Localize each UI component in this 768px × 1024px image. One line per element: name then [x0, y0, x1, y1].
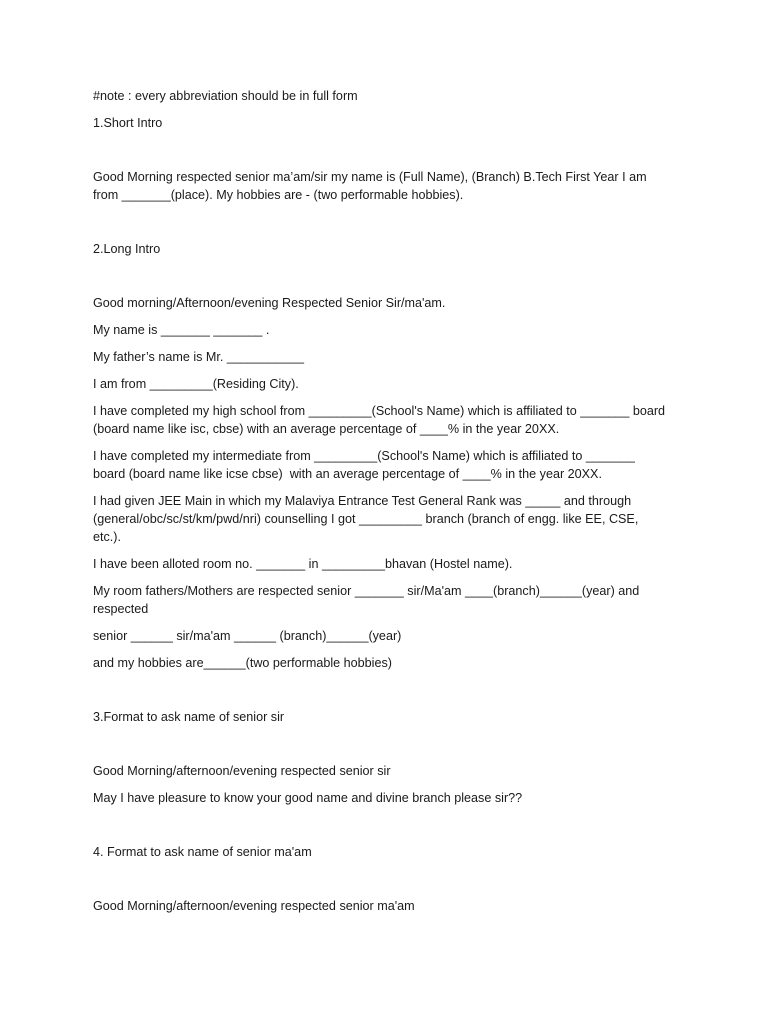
section3-question: May I have pleasure to know your good name and divine branch please sir?? — [93, 791, 523, 805]
section2-senior-line: senior ______ sir/ma'am ______ (branch)______(year) — [93, 629, 402, 643]
section2-room-fathers: My room fathers/Mothers are respected senior _______ sir/Ma'am ____(branch)______(year) and respected — [93, 584, 643, 616]
section2-name-line: My name is _______ _______ . — [93, 323, 270, 337]
section2-room: I have been alloted room no. _______ in _________bhavan (Hostel name). — [93, 557, 513, 571]
note-line: #note : every abbreviation should be in full form — [93, 89, 358, 103]
section2-from-line: I am from _________(Residing City). — [93, 377, 299, 391]
section2-father-line: My father’s name is Mr. ___________ — [93, 350, 304, 364]
section3-heading: 3.Format to ask name of senior sir — [93, 710, 285, 724]
section1-heading: 1.Short Intro — [93, 116, 163, 130]
section1-paragraph: Good Morning respected senior ma’am/sir my name is (Full Name), (Branch) B.Tech First Year I am from _______(place). My hobbies are - (two performable hobbies). — [93, 170, 651, 202]
section3-greeting: Good Morning/afternoon/evening respected senior sir — [93, 764, 391, 778]
section2-jee: I had given JEE Main in which my Malaviya Entrance Test General Rank was _____ and through (general/obc/sc/st/km/pwd/nri) counselling I got _________ branch (branch of engg. like EE, CSE, etc.). — [93, 494, 642, 544]
section4-heading: 4. Format to ask name of senior ma'am — [93, 845, 312, 859]
section2-intermediate: I have completed my intermediate from _________(School's Name) which is affiliated to _______ board (board name like icse cbse) with an average percentage of ____% in the year 20XX. — [93, 449, 639, 481]
section2-greeting: Good morning/Afternoon/evening Respected Senior Sir/ma'am. — [93, 296, 446, 310]
section2-hobbies: and my hobbies are______(two performable hobbies) — [93, 656, 392, 670]
section2-high-school: I have completed my high school from _________(School's Name) which is affiliated to _______ board (board name like isc, cbse) with an average percentage of ____% in the year 20XX. — [93, 404, 669, 436]
section2-heading: 2.Long Intro — [93, 242, 161, 256]
section4-greeting: Good Morning/afternoon/evening respected senior ma'am — [93, 899, 415, 913]
